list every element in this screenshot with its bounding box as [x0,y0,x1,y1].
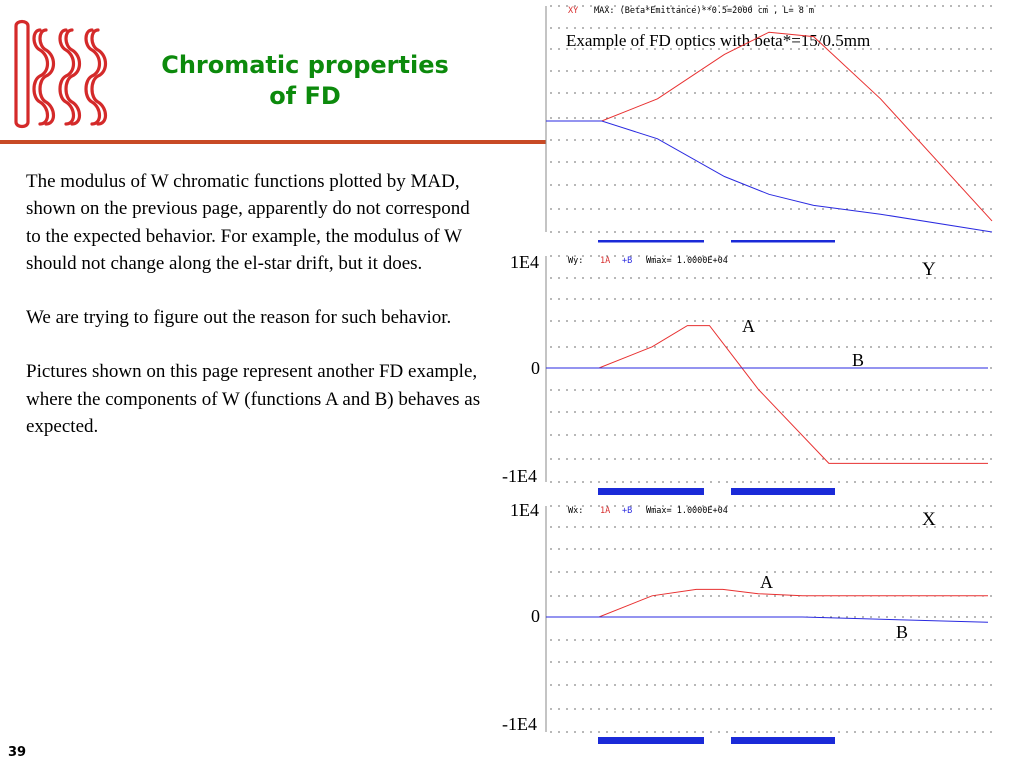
paragraph-1: The modulus of W chromatic functions plotted by MAD, shown on the previous page, apparently do not correspond to the expected behavior. For example, the modulus of W should not change along the el-star drift, but it does. [26,171,470,274]
paragraph-3: Pictures shown on this page represent another FD example, where the components of W (functions A and B) behaves as expected. [26,361,481,438]
series-a-line [546,326,988,464]
wx-header-a: 1A [600,506,611,516]
wx-label-b: B [896,622,909,642]
beta-plot [546,0,994,250]
wx-plane-label: X [922,509,936,530]
magnet-q1 [598,488,704,495]
wy-header-label: Wy: [568,256,584,266]
series-x-line [546,32,992,221]
magnet-q2 [731,488,835,495]
series-y-line [546,121,992,232]
slide-title [140,50,470,112]
wy-header-a: 1A [600,256,611,266]
series-a-line [546,589,988,617]
beta-header-text: MAX: (Beta*Emittance)**0.5=2000 cm , L= 8 m [594,6,815,16]
wy-ytick-top: 1E4 [510,252,539,272]
wy-plot [546,250,994,500]
magnet-q1 [598,240,704,243]
title-divider [0,140,546,144]
magnet-q2 [731,240,835,243]
wx-ytick-mid: 0 [531,606,540,626]
wx-header-label: Wx: [568,506,584,516]
page-number: 39 [8,745,27,760]
wx-label-a: A [760,572,773,592]
magnet-q2 [731,737,835,744]
wy-ytick-mid: 0 [531,358,540,378]
wx-header-text: Wmax= 1.0000E+04 [646,506,728,516]
wx-header-b: +B [622,506,633,516]
wy-label-b: B [852,350,865,370]
wy-ytick-bot: -1E4 [502,466,537,486]
beta-header-xy: XY [568,6,579,16]
body-text [26,168,486,467]
wx-ytick-bot: -1E4 [502,714,537,734]
paragraph-2: We are trying to figure out the reason for such behavior. [26,307,452,329]
beta-annotation: Example of FD optics with beta*=15/0.5mm [566,31,871,50]
magnet-q1 [598,737,704,744]
slide-title-line2: of FD [269,82,341,110]
wy-header-text: Wmax= 1.0000E+04 [646,256,728,266]
wy-plane-label: Y [922,259,936,280]
series-b-line [546,617,988,622]
slide-title-line1: Chromatic properties [161,51,449,79]
issi-logo [10,16,114,132]
wx-plot [546,500,994,750]
wy-label-a: A [742,316,755,336]
wy-header-b: +B [622,256,633,266]
wx-ytick-top: 1E4 [510,500,539,520]
